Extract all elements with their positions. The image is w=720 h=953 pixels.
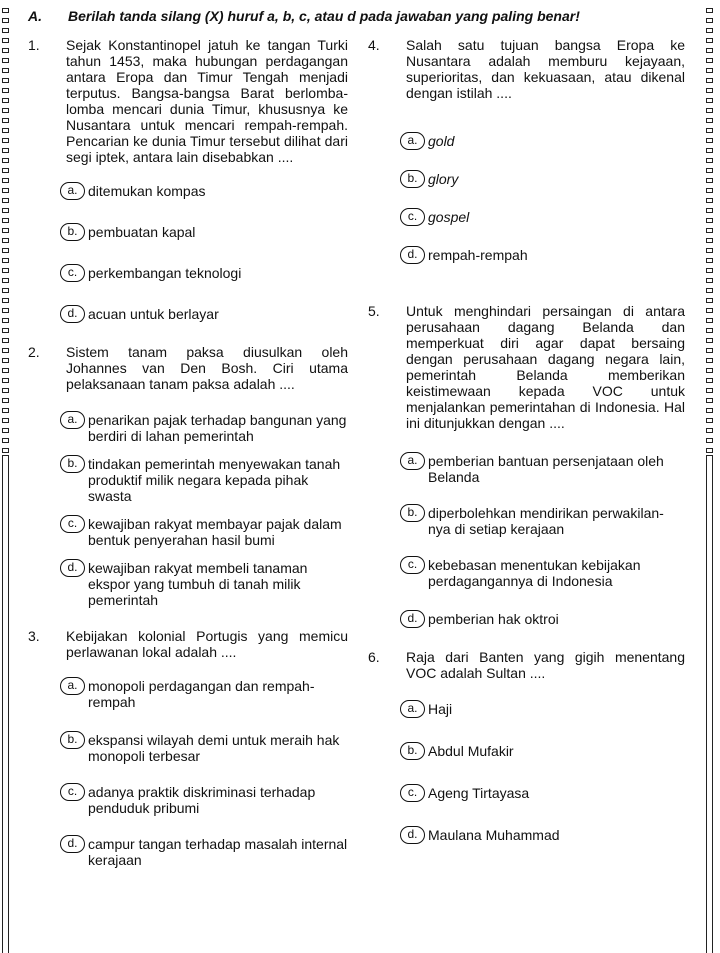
binder-hole <box>706 188 713 193</box>
binder-hole <box>706 178 713 183</box>
question-2 <box>28 344 348 392</box>
binder-hole <box>706 48 713 53</box>
option-text: Ageng Tirtayasa <box>428 785 530 801</box>
question-text: Salah satu tujuan bangsa Eropa ke Nusantara adalah memburu kejayaan, superioritas, dan kekuasaan, atau dikenal dengan istilah .... <box>406 37 685 101</box>
binder-hole <box>2 18 9 23</box>
binder-hole <box>706 268 713 273</box>
binder-hole <box>2 408 9 413</box>
option-letter-badge[interactable]: b. <box>400 742 425 760</box>
option-letter-badge[interactable]: d. <box>60 559 85 577</box>
option-letter-badge[interactable]: a. <box>60 182 85 200</box>
binder-hole <box>2 228 9 233</box>
option-text: acuan untuk berlayar <box>88 306 219 322</box>
binder-hole <box>2 268 9 273</box>
option-d[interactable] <box>60 306 348 322</box>
option-b[interactable] <box>400 171 685 187</box>
binder-hole <box>2 168 9 173</box>
binder-hole <box>2 288 9 293</box>
binder-hole <box>2 318 9 323</box>
option-letter-badge[interactable]: b. <box>400 170 425 188</box>
option-text: perkembangan teknologi <box>88 265 242 281</box>
binder-hole <box>2 118 9 123</box>
binder-hole <box>706 58 713 63</box>
option-d[interactable] <box>400 611 685 627</box>
option-text: gospel <box>428 209 470 225</box>
binder-hole <box>706 8 713 13</box>
binder-hole <box>2 38 9 43</box>
binder-hole <box>706 418 713 423</box>
binder-hole <box>706 428 713 433</box>
binder-hole <box>706 118 713 123</box>
option-text: ekspansi wilayah demi untuk meraih hak monopoli terbesar <box>88 732 340 764</box>
binder-hole <box>706 328 713 333</box>
binder-hole <box>706 278 713 283</box>
binder-hole <box>706 258 713 263</box>
option-text: campur tangan terhadap masalah internal kerajaan <box>88 836 348 868</box>
option-c[interactable] <box>60 784 348 816</box>
option-letter-badge[interactable]: a. <box>400 452 425 470</box>
binder-hole <box>2 448 9 453</box>
binder-hole <box>2 158 9 163</box>
question-4 <box>368 37 685 101</box>
option-letter-badge[interactable]: d. <box>400 610 425 628</box>
option-text: gold <box>428 133 455 149</box>
option-letter-badge[interactable]: a. <box>400 700 425 718</box>
question-number: 4. <box>368 37 380 53</box>
option-c[interactable] <box>400 557 685 589</box>
binder-hole <box>706 138 713 143</box>
option-letter-badge[interactable]: b. <box>60 731 85 749</box>
option-a[interactable] <box>400 453 685 485</box>
option-letter-badge[interactable]: b. <box>400 504 425 522</box>
question-1 <box>28 37 348 165</box>
option-letter-badge[interactable]: c. <box>400 208 425 226</box>
binder-hole <box>2 378 9 383</box>
binder-hole <box>706 338 713 343</box>
binder-hole <box>2 58 9 63</box>
question-6 <box>368 649 685 681</box>
option-text: monopoli perdagangan dan rempah-rempah <box>88 678 315 710</box>
option-c[interactable] <box>60 265 348 281</box>
option-letter-badge[interactable]: a. <box>60 411 85 429</box>
binder-hole <box>706 98 713 103</box>
left-column <box>28 37 348 868</box>
binder-hole <box>706 148 713 153</box>
question-number: 2. <box>28 344 40 360</box>
option-letter-badge[interactable]: b. <box>60 455 85 473</box>
option-c[interactable] <box>60 516 348 548</box>
option-b[interactable] <box>400 743 685 759</box>
option-b[interactable] <box>400 505 685 537</box>
binder-hole <box>2 218 9 223</box>
option-b[interactable] <box>60 732 348 764</box>
binder-hole <box>706 208 713 213</box>
question-5 <box>368 303 685 431</box>
binder-hole <box>706 128 713 133</box>
option-a[interactable] <box>60 183 348 199</box>
binder-hole <box>2 68 9 73</box>
option-letter-badge[interactable]: a. <box>400 132 425 150</box>
question-3 <box>28 628 348 660</box>
question-number: 5. <box>368 303 380 319</box>
option-letter-badge[interactable]: d. <box>60 835 85 853</box>
option-text: Abdul Mufakir <box>428 743 514 759</box>
binder-rail <box>706 455 713 953</box>
question-number: 6. <box>368 649 380 665</box>
binder-hole <box>706 438 713 443</box>
question-text: Sistem tanam paksa diusulkan oleh Johannes van Den Bosh. Ciri utama pelaksanaan tanam paksa adalah .... <box>66 344 348 392</box>
option-d[interactable] <box>60 560 348 608</box>
binder-hole <box>706 378 713 383</box>
binder-hole <box>706 238 713 243</box>
binder-hole <box>2 248 9 253</box>
option-text: tindakan pemerintah menyewakan tanah produktif milik negara kepada pihak swasta <box>88 456 341 504</box>
binder-hole <box>2 198 9 203</box>
binder-hole <box>706 298 713 303</box>
binder-hole <box>706 288 713 293</box>
binder-hole <box>706 228 713 233</box>
binder-hole <box>706 18 713 23</box>
question-text: Raja dari Banten yang gigih menentang VOC adalah Sultan .... <box>406 649 685 681</box>
binder-hole <box>706 348 713 353</box>
binder-hole <box>2 328 9 333</box>
question-number: 1. <box>28 37 40 53</box>
binder-hole <box>2 98 9 103</box>
option-c[interactable] <box>400 209 685 225</box>
binder-hole <box>2 278 9 283</box>
binder-holes-left <box>0 0 12 953</box>
binder-hole <box>706 78 713 83</box>
binder-hole <box>2 178 9 183</box>
binder-hole <box>706 88 713 93</box>
right-column <box>368 37 685 843</box>
binder-hole <box>2 128 9 133</box>
binder-hole <box>2 428 9 433</box>
binder-hole <box>2 138 9 143</box>
binder-hole <box>706 198 713 203</box>
option-letter-badge[interactable]: c. <box>400 556 425 574</box>
option-text: pemberian bantuan persenjataan oleh Belanda <box>428 453 664 485</box>
option-text: glory <box>428 171 459 187</box>
option-text: penarikan pajak terhadap bangunan yang berdiri di lahan pemerintah <box>88 412 347 444</box>
option-text: Haji <box>428 701 453 717</box>
option-text: kebebasan menentukan kebijakan perdagangannya di Indonesia <box>428 557 641 589</box>
question-text: Sejak Konstantinopel jatuh ke tangan Turki tahun 1453, maka hubungan perdagangan antara Eropa dan Timur Tengah menjadi terputus. Bangsa-bangsa Barat berlomba-lomba mencari dunia Timur, khususnya ke Nusantara untuk mencari rempah-rempah. Pencarian ke dunia Timur tersebut dilihat dari segi iptek, antara lain disebabkan .... <box>66 37 348 165</box>
section-letter: A. <box>28 8 42 24</box>
option-text: Maulana Muhammad <box>428 827 560 843</box>
question-number: 3. <box>28 628 40 644</box>
section-instruction: Berilah tanda silang (X) huruf a, b, c, atau d pada jawaban yang paling benar! <box>68 8 580 24</box>
binder-hole <box>706 168 713 173</box>
binder-hole <box>2 188 9 193</box>
option-letter-badge[interactable]: d. <box>400 246 425 264</box>
binder-hole <box>2 358 9 363</box>
binder-hole <box>706 68 713 73</box>
option-a[interactable] <box>400 133 685 149</box>
binder-hole <box>2 78 9 83</box>
option-d[interactable] <box>60 836 348 868</box>
binder-hole <box>2 208 9 213</box>
binder-hole <box>706 158 713 163</box>
binder-hole <box>706 388 713 393</box>
binder-hole <box>2 368 9 373</box>
binder-hole <box>706 28 713 33</box>
binder-hole <box>706 318 713 323</box>
binder-hole <box>706 448 713 453</box>
binder-hole <box>706 408 713 413</box>
option-letter-badge[interactable]: c. <box>60 264 85 282</box>
option-letter-badge[interactable]: c. <box>60 783 85 801</box>
option-text: adanya praktik diskriminasi terhadap penduduk pribumi <box>88 784 316 816</box>
binder-hole <box>2 108 9 113</box>
option-d[interactable] <box>400 827 685 843</box>
binder-hole <box>706 398 713 403</box>
question-text: Kebijakan kolonial Portugis yang memicu perlawanan lokal adalah .... <box>66 628 348 660</box>
option-text: pembuatan kapal <box>88 224 196 240</box>
option-letter-badge[interactable]: d. <box>60 305 85 323</box>
option-letter-badge[interactable]: b. <box>60 223 85 241</box>
binder-hole <box>706 248 713 253</box>
binder-hole <box>2 398 9 403</box>
option-a[interactable] <box>60 678 348 710</box>
binder-hole <box>2 148 9 153</box>
option-c[interactable] <box>400 785 685 801</box>
option-letter-badge[interactable]: c. <box>60 515 85 533</box>
binder-rail <box>2 455 9 953</box>
binder-hole <box>2 388 9 393</box>
option-letter-badge[interactable]: a. <box>60 677 85 695</box>
binder-hole <box>2 348 9 353</box>
option-text: kewajiban rakyat membeli tanaman ekspor yang tumbuh di tanah milik pemerintah <box>88 560 308 608</box>
option-a[interactable] <box>60 412 348 444</box>
binder-hole <box>2 438 9 443</box>
binder-hole <box>2 8 9 13</box>
binder-hole <box>706 38 713 43</box>
option-text: pemberian hak oktroi <box>428 611 559 627</box>
option-text: rempah-rempah <box>428 247 528 263</box>
option-letter-badge[interactable]: d. <box>400 826 425 844</box>
binder-holes-right <box>704 0 716 953</box>
binder-hole <box>706 358 713 363</box>
binder-hole <box>2 308 9 313</box>
option-text: ditemukan kompas <box>88 183 206 199</box>
binder-hole <box>2 338 9 343</box>
option-b[interactable] <box>60 224 348 240</box>
binder-hole <box>2 238 9 243</box>
binder-hole <box>2 418 9 423</box>
binder-hole <box>2 258 9 263</box>
binder-hole <box>2 28 9 33</box>
binder-hole <box>2 88 9 93</box>
binder-hole <box>706 108 713 113</box>
option-b[interactable] <box>60 456 348 504</box>
question-text: Untuk menghindari persaingan di antara perusahaan dagang Belanda dan memperkuat diri agar dapat bersaing dengan perusahaan dagang negara lain, pemerintah Belanda memberikan keistimewaan kepada VOC untuk menjalankan pemerintahan di Indonesia. Hal ini ditunjukkan dengan .... <box>406 303 685 431</box>
option-text: diperbolehkan mendirikan perwakilan-nya di setiap kerajaan <box>428 505 664 537</box>
binder-hole <box>2 298 9 303</box>
option-letter-badge[interactable]: c. <box>400 784 425 802</box>
binder-hole <box>706 368 713 373</box>
binder-hole <box>706 308 713 313</box>
option-text: kewajiban rakyat membayar pajak dalam bentuk penyerahan hasil bumi <box>88 516 342 548</box>
option-a[interactable] <box>400 701 685 717</box>
binder-hole <box>706 218 713 223</box>
option-d[interactable] <box>400 247 685 263</box>
binder-hole <box>2 48 9 53</box>
